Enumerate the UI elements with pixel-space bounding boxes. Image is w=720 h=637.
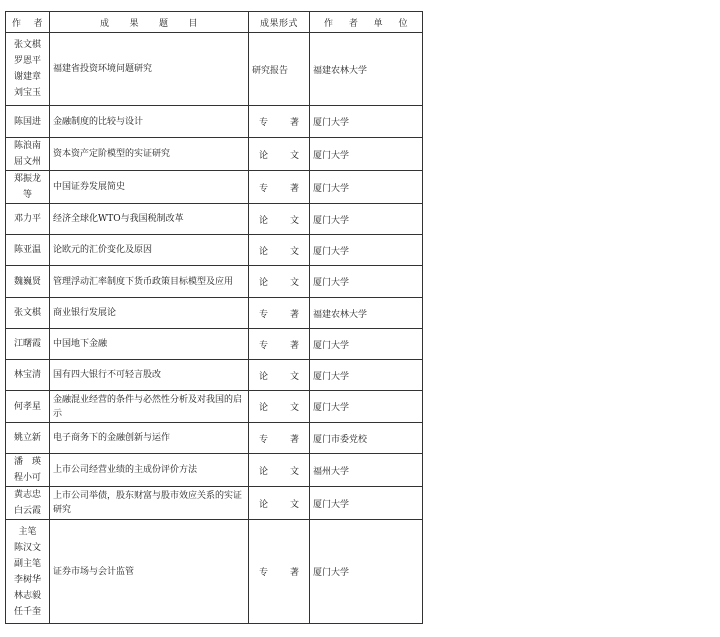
- author-name: 李树华: [13, 574, 41, 585]
- author-cell: [6, 204, 50, 235]
- title-cell: 经济全球化WTO与我国税制改革: [50, 204, 249, 235]
- table-row: [6, 138, 423, 171]
- table-row: [6, 204, 423, 235]
- author-name: 郑振龙: [13, 174, 41, 184]
- table-row: [6, 423, 423, 454]
- author-name: 任千奎: [13, 606, 41, 617]
- author-name: 陈国进: [13, 116, 41, 127]
- title-cell: 金融制度的比较与设计: [50, 106, 249, 138]
- form-cell: 论 文: [249, 391, 310, 423]
- unit-cell: 福建农林大学: [310, 298, 423, 329]
- unit-cell: 福建农林大学: [310, 33, 423, 106]
- author-cell: [6, 298, 50, 329]
- unit-cell: 厦门大学: [310, 329, 423, 360]
- title-cell: 论欧元的汇价变化及原因: [50, 235, 249, 266]
- author-name: 林志毅: [13, 590, 41, 601]
- unit-cell: 厦门大学: [310, 204, 423, 235]
- form-cell: 专 著: [249, 106, 310, 138]
- author-name: 谢建章: [13, 72, 41, 82]
- author-cell: [6, 423, 50, 454]
- table-row: [6, 360, 423, 391]
- author-name: 江曙霞: [13, 339, 41, 349]
- form-cell: 研究报告: [249, 33, 310, 106]
- title-cell: 管理浮动汇率制度下货币政策目标模型及应用: [50, 266, 249, 298]
- title-cell: 商业银行发展论: [50, 298, 249, 329]
- table-row: [6, 391, 423, 423]
- table-row: [6, 33, 423, 106]
- author-name: 程小可: [13, 473, 41, 483]
- author-name: 陈汉文: [13, 542, 41, 553]
- form-cell: 专 著: [249, 171, 310, 204]
- author-name: 张文棋: [13, 308, 41, 318]
- unit-cell: 厦门大学: [310, 520, 423, 624]
- table-row: [6, 454, 423, 487]
- form-cell: 专 著: [249, 423, 310, 454]
- table-row: [6, 106, 423, 138]
- form-cell: 论 文: [249, 454, 310, 487]
- author-cell: [6, 33, 50, 106]
- table-row: [6, 171, 423, 204]
- author-name: 副主笔: [13, 558, 41, 569]
- author-name: 陈浪南: [13, 141, 41, 151]
- author-name: 罗恩平: [13, 56, 41, 66]
- header-title: 成 果 题 目: [50, 12, 249, 33]
- author-name: 潘 瑛: [13, 457, 41, 467]
- table-row: [6, 298, 423, 329]
- unit-cell: 厦门大学: [310, 487, 423, 520]
- author-name: 姚立新: [13, 433, 41, 443]
- author-cell: [6, 171, 50, 204]
- author-name: 等: [22, 190, 32, 200]
- title-cell: 福建省投资环境问题研究: [50, 33, 249, 106]
- unit-cell: 厦门市委党校: [310, 423, 423, 454]
- author-name: 张文棋: [13, 40, 41, 50]
- table-row: [6, 520, 423, 624]
- title-cell: 国有四大银行不可轻言股改: [50, 360, 249, 391]
- author-name: 屈文州: [13, 157, 41, 167]
- author-cell: [6, 106, 50, 138]
- title-cell: 中国地下金融: [50, 329, 249, 360]
- table-row: [6, 487, 423, 520]
- author-name: 黄志忠: [13, 490, 41, 500]
- form-cell: 论 文: [249, 487, 310, 520]
- unit-cell: 厦门大学: [310, 235, 423, 266]
- table-body: [6, 33, 423, 624]
- author-name: 主笔: [18, 526, 37, 537]
- author-cell: [6, 487, 50, 520]
- unit-cell: 厦门大学: [310, 171, 423, 204]
- header-row: [6, 12, 423, 33]
- title-cell: 上市公司经营业绩的主成份评价方法: [50, 454, 249, 487]
- form-cell: 论 文: [249, 266, 310, 298]
- author-cell: [6, 520, 50, 624]
- title-cell: 证券市场与会计监管: [50, 520, 249, 624]
- author-name: 陈亚温: [13, 245, 41, 255]
- title-cell: 中国证券发展简史: [50, 171, 249, 204]
- title-cell: 电子商务下的金融创新与运作: [50, 423, 249, 454]
- author-cell: [6, 138, 50, 171]
- author-cell: [6, 360, 50, 391]
- form-cell: 论 文: [249, 235, 310, 266]
- unit-cell: 厦门大学: [310, 266, 423, 298]
- author-name: 刘宝玉: [13, 88, 41, 98]
- author-name: 魏巍贤: [13, 276, 41, 287]
- author-cell: [6, 391, 50, 423]
- form-cell: 专 著: [249, 298, 310, 329]
- author-name: 白云霞: [13, 506, 41, 516]
- author-cell: [6, 329, 50, 360]
- table-row: [6, 329, 423, 360]
- header-author: 作 者: [6, 12, 50, 33]
- author-name: 邓力平: [13, 214, 41, 224]
- author-name: 林宝清: [13, 370, 41, 380]
- unit-cell: 厦门大学: [310, 106, 423, 138]
- title-cell: 上市公司举债，股东财富与股市效应关系的实证研究: [50, 487, 249, 520]
- unit-cell: 福州大学: [310, 454, 423, 487]
- author-cell: [6, 454, 50, 487]
- form-cell: 论 文: [249, 138, 310, 171]
- unit-cell: 厦门大学: [310, 360, 423, 391]
- results-table: [5, 11, 423, 624]
- unit-cell: 厦门大学: [310, 391, 423, 423]
- author-cell: [6, 235, 50, 266]
- title-cell: 资本资产定阶模型的实证研究: [50, 138, 249, 171]
- author-name: 何孝星: [13, 401, 41, 412]
- author-cell: [6, 266, 50, 298]
- table-row: [6, 235, 423, 266]
- title-cell: 金融混业经营的条件与必然性分析及对我国的启示: [50, 391, 249, 423]
- table-row: [6, 266, 423, 298]
- header-unit: 作 者 单 位: [310, 12, 423, 33]
- header-form: 成果形式: [249, 12, 310, 33]
- form-cell: 论 文: [249, 360, 310, 391]
- form-cell: 论 文: [249, 204, 310, 235]
- unit-cell: 厦门大学: [310, 138, 423, 171]
- form-cell: 专 著: [249, 520, 310, 624]
- form-cell: 专 著: [249, 329, 310, 360]
